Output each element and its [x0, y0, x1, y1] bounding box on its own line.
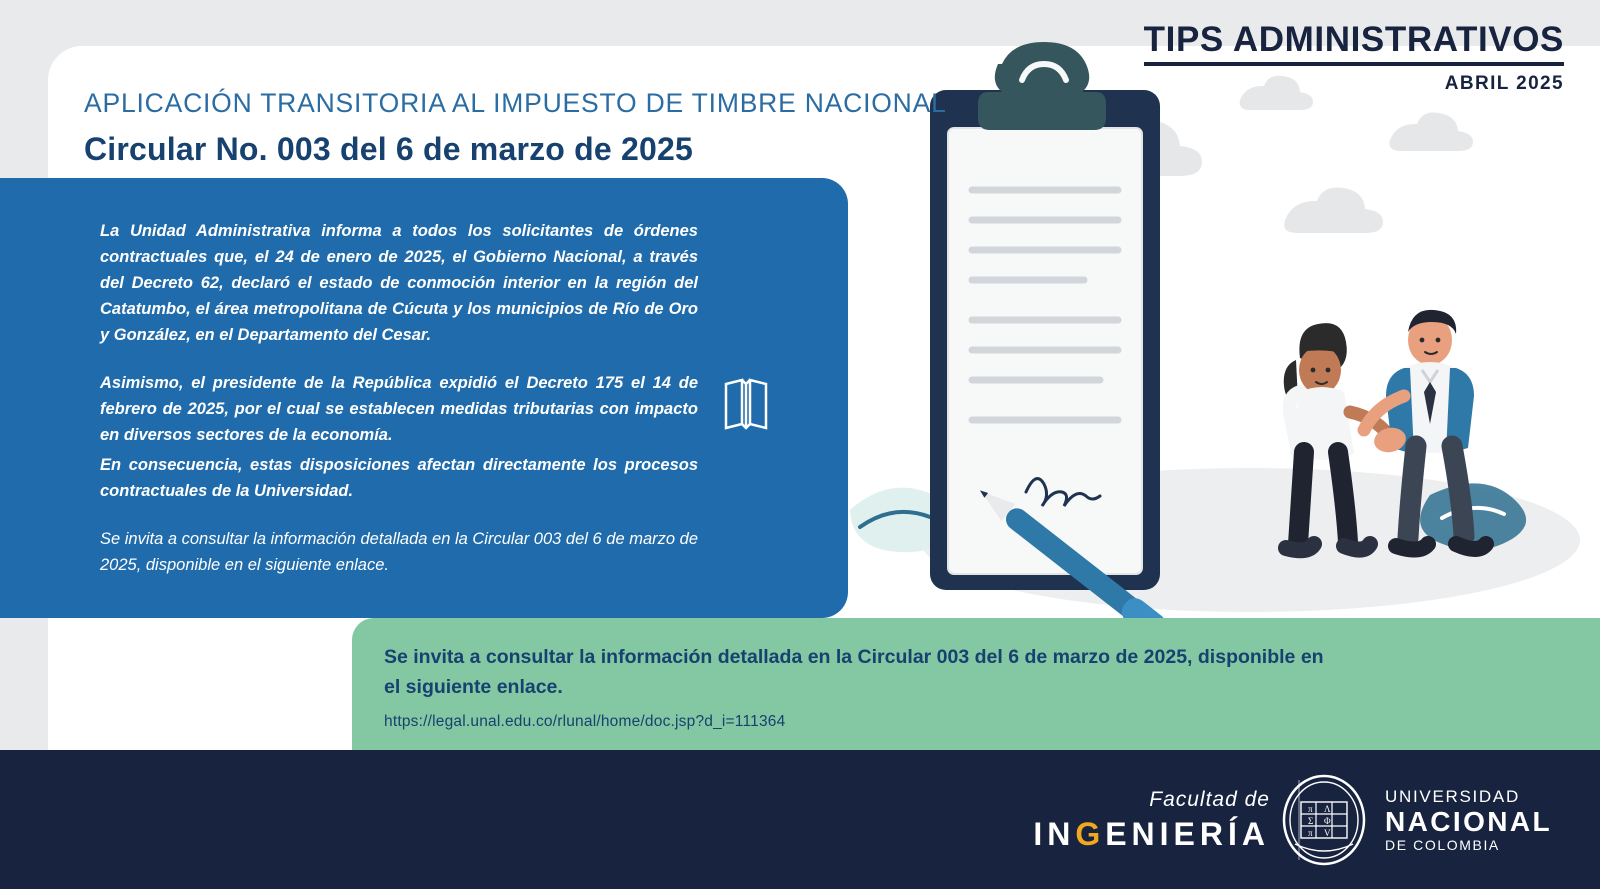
university-line-3: DE COLOMBIA: [1385, 836, 1500, 853]
page-subtitle: APLICACIÓN TRANSITORIA AL IMPUESTO DE TIMBRE NACIONAL: [84, 88, 947, 118]
page-title: Circular No. 003 del 6 de marzo de 2025: [84, 131, 693, 167]
university-seal-icon: [1281, 774, 1367, 866]
faculty-label-g: G: [1075, 816, 1106, 852]
svg-text:Φ: Φ: [1324, 816, 1331, 826]
cta-panel: [352, 618, 1600, 750]
tips-title: TIPS ADMINISTRATIVOS: [1144, 22, 1564, 66]
svg-text:π: π: [1308, 804, 1313, 814]
faculty-label-enieria: ENIERÍA: [1105, 816, 1270, 852]
university-logo: [1281, 774, 1552, 866]
faculty-label-top: Facultad de: [1149, 788, 1270, 811]
page-title-block: [84, 88, 947, 168]
university-line-1: UNIVERSIDAD: [1385, 787, 1520, 807]
info-paragraph-3: En consecuencia, estas disposiciones afectan directamente los procesos contractuales de la Universidad.: [100, 456, 698, 500]
svg-text:Σ: Σ: [1308, 816, 1314, 826]
info-paragraph-2: Asimismo, el presidente de la República expidió el Decreto 175 el 14 de febrero de 2025, por el cual se establecen medidas tributarias con impacto en diversos sectores de la economía.: [100, 374, 698, 444]
tips-header: [1144, 22, 1564, 95]
info-paragraph-1: La Unidad Administrativa informa a todos los solicitantes de órdenes contractuales que, el 24 de enero de 2025, el Gobierno Nacional, a través del Decreto 62, declaró el estado de conmoción interior en la región del Catatumbo, el área metropolitana de Cúcuta y los municipios de Río de Oro y González, en el Departamento del Cesar.: [100, 222, 698, 344]
cta-text: Se invita a consultar la información detallada en la Circular 003 del 6 de marzo de 2025, disponible en el siguiente enlace.: [384, 646, 1324, 698]
faculty-logo: [1033, 788, 1270, 853]
svg-text:Λ: Λ: [1324, 804, 1331, 814]
footer-bar: [0, 750, 1600, 889]
book-icon: [722, 376, 770, 432]
info-paragraph-4: Se invita a consultar la información detallada en la Circular 003 del 6 de marzo de 2025, disponible en el siguiente enlace.: [100, 530, 699, 574]
faculty-label-bottom: [1033, 816, 1270, 853]
info-panel: [0, 178, 848, 618]
university-line-2: NACIONAL: [1385, 806, 1552, 838]
svg-text:π: π: [1308, 828, 1313, 838]
tips-date: ABRIL 2025: [1444, 72, 1564, 94]
svg-text:V: V: [1324, 828, 1331, 838]
cta-link[interactable]: https://legal.unal.edu.co/rlunal/home/doc.jsp?d_i=111364: [384, 713, 786, 730]
faculty-label-in: IN: [1033, 816, 1076, 852]
university-wordmark: [1385, 787, 1552, 852]
